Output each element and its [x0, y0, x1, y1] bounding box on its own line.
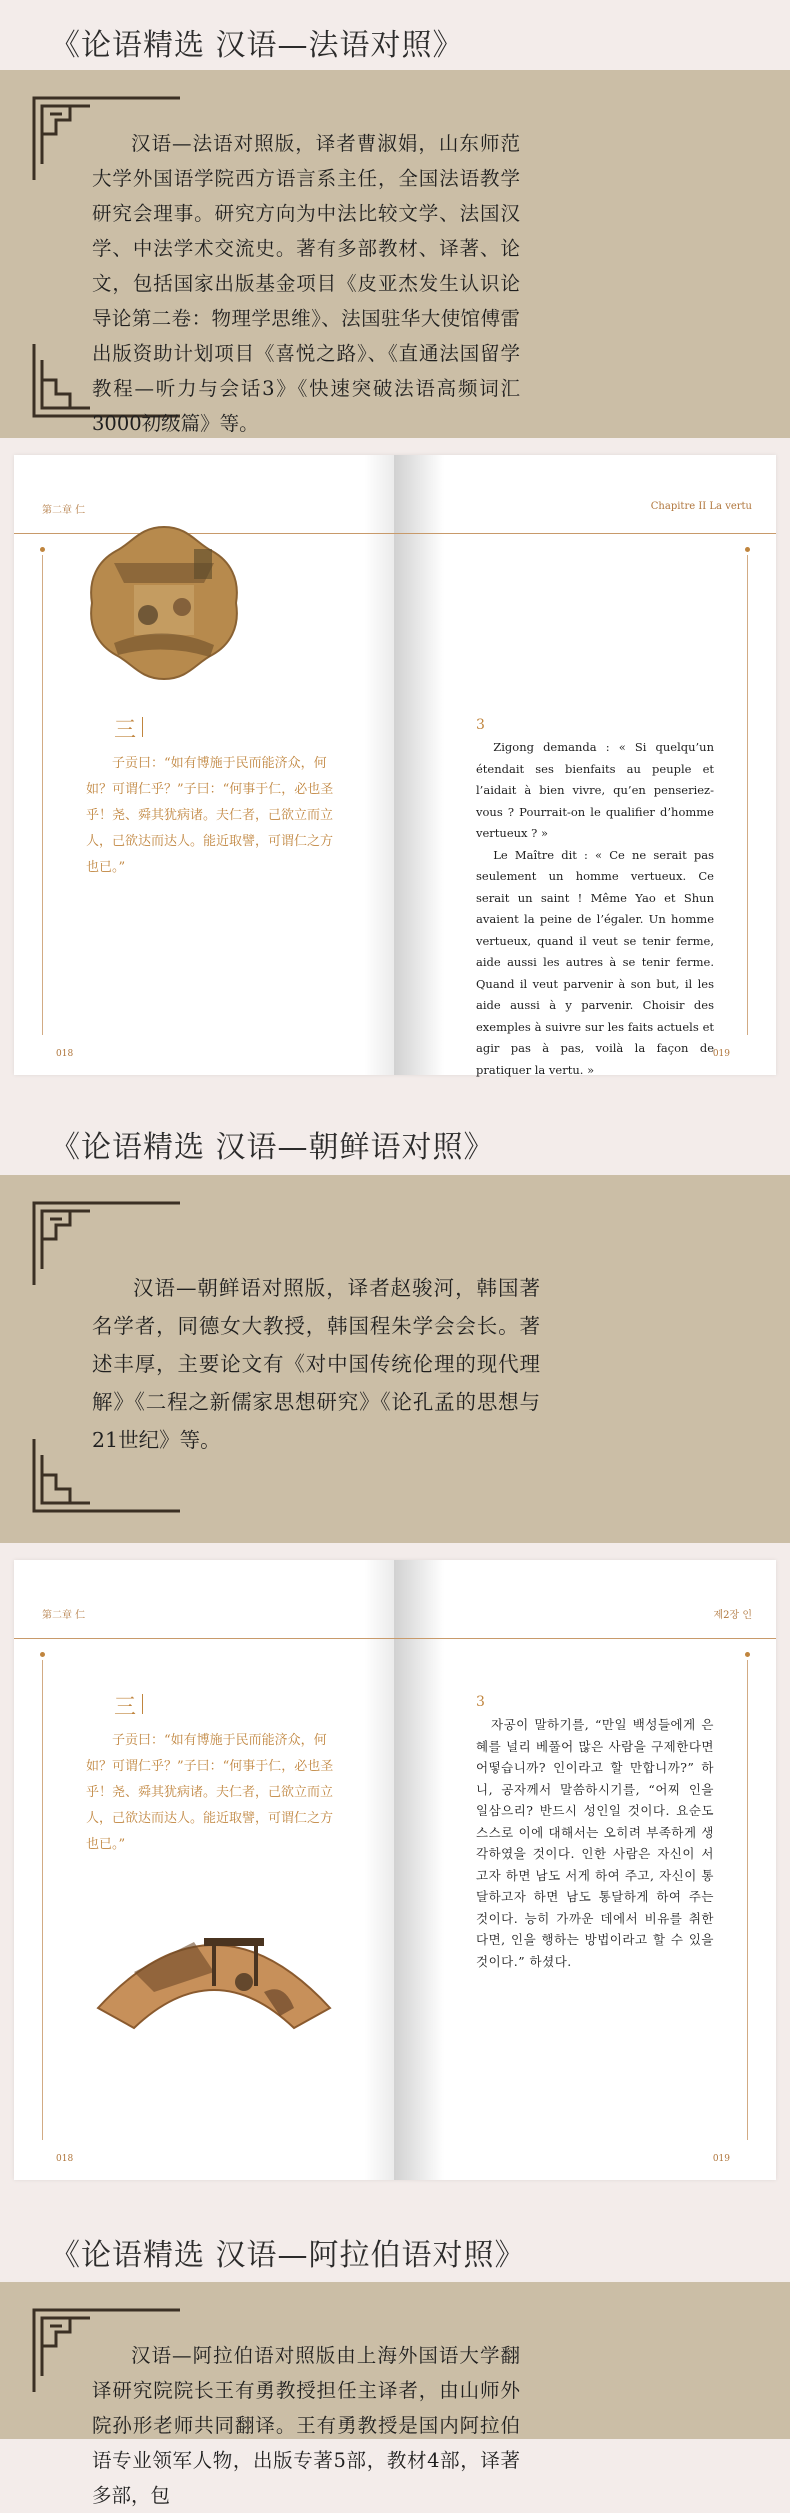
ornament-dot [745, 547, 750, 552]
translation-paragraph: Zigong demanda : « Si quelqu’un étendait ses bienfaits au peuple et l’aidait à bien vivre, qu’en penseriez-vous ? Pourrait-on le qualifier d’homme vertueux ? » [476, 740, 714, 840]
translator-description-french [92, 126, 520, 441]
ornament-dot [40, 1652, 45, 1657]
intro-band-french [0, 70, 790, 438]
chapter-number: 三 [114, 1695, 137, 1720]
translator-description-arabic [92, 2338, 520, 2513]
right-page-number: 019 [712, 2154, 730, 2164]
left-page [14, 455, 394, 1075]
chinese-passage [86, 1728, 338, 1858]
chinese-text: 子贡曰：“如有博施于民而能济众，何如？可谓仁乎？”子曰：“何事于仁，必也圣乎！尧、舜其犹病诸。夫仁者，己欲立而立人，己欲达而达人。能近取譬，可谓仁之方也已。” [86, 756, 334, 875]
ornament-dot [745, 1652, 750, 1657]
fan-painting-illustration [94, 1912, 334, 2032]
right-page [394, 455, 776, 1075]
description-paragraph: 汉语—朝鲜语对照版，译者赵骏河，韩国著名学者，同德女大教授，韩国程朱学会会长。著述丰厚，主要论文有《对中国传统伦理的现代理解》《二程之新儒家思想研究》《论孔孟的思想与21世纪》等。 [92, 1276, 540, 1452]
painting-illustration [84, 523, 244, 683]
korean-translation [476, 1714, 714, 1972]
margin-rule [42, 555, 43, 1035]
intro-band-arabic [0, 2282, 790, 2507]
translation-paragraph: 자공이 말하기를, “만일 백성들에게 은혜를 널리 베풀어 많은 사람을 구제한다면 어떻습니까? 인이라고 할 만합니까?” 하니, 공자께서 말씀하시기를, “어찌 인을 일삼으리? 반드시 성인일 것이다. 요순도 스스로 이에 대해서는 오히려 부족하게 생각하였을 것이다. 인한 사람은 자신이 서고자 하면 남도 서게 하여 주고, 자신이 통달하고자 하면 남도 통달하게 하여 주는 것이다. 능히 가까운 데에서 비유를 취한다면, 인을 행하는 방법이라고 할 수 있을 것이다.” 하셨다. [476, 1717, 714, 1969]
chapter-number: 三 [114, 718, 137, 743]
right-running-header: Chapitre II La vertu [650, 501, 752, 512]
header-rule [14, 1638, 394, 1639]
book-spread-french [14, 455, 776, 1075]
margin-rule [747, 1660, 748, 2140]
translation-paragraph: Le Maître dit : « Ce ne serait pas seulement un homme vertueux. Ce serait un saint ! Même Yao et Shun avaient la peine de l’égaler. Un homme vertueux, quand il veut se tenir ferme, aide aussi les autres à se tenir ferme. Quand il veut parvenir à son but, il les aide aussi à y parvenir. Choisir des exemples à suivre sur les faits actuels et agir pas à pas, voilà la façon de pratiquer la vertu. » [476, 847, 714, 1077]
section-title-french: 《论语精选 汉语—法语对照》 [50, 28, 464, 63]
header-rule [394, 1638, 776, 1639]
left-page-number: 018 [56, 2154, 74, 2164]
section-title-arabic: 《论语精选 汉语—阿拉伯语对照》 [50, 2238, 526, 2273]
book-spread-korean [14, 1560, 776, 2180]
left-page [14, 1560, 394, 2180]
margin-rule [747, 555, 748, 1035]
translation-number: 3 [476, 1694, 485, 1710]
left-running-header: 第二章 仁 [42, 505, 86, 516]
margin-rule [42, 1660, 43, 2140]
header-rule [394, 533, 776, 534]
description-paragraph: 汉语—法语对照版，译者曹淑娟，山东师范大学外国语学院西方语言系主任，全国法语教学研究会理事。研究方向为中法比较文学、法国汉学、中法学术交流史。著有多部教材、译著、论文，包括国家出版基金项目《皮亚杰发生认识论导论第二卷：物理学思维》、法国驻华大使馆傅雷出版资助计划项目《喜悦之路》、《直通法国留学教程—听力与会话3》《快速突破法语高频词汇3000初级篇》等。 [92, 132, 520, 435]
french-translation [476, 737, 714, 1081]
translator-description-korean [92, 1269, 540, 1459]
intro-band-korean [0, 1175, 790, 1543]
right-page-number: 019 [712, 1049, 730, 1059]
left-page-number: 018 [56, 1049, 74, 1059]
section-title-korean: 《论语精选 汉语—朝鲜语对照》 [50, 1130, 495, 1165]
translation-number: 3 [476, 717, 485, 733]
right-running-header: 제2장 인 [713, 1610, 752, 1621]
description-paragraph: 汉语—阿拉伯语对照版由上海外国语大学翻译研究院院长王有勇教授担任主译者，由山师外院孙形老师共同翻译。王有勇教授是国内阿拉伯语专业领军人物，出版专著5部，教材4部，译著多部，包 [92, 2344, 520, 2507]
chinese-passage [86, 751, 338, 881]
left-running-header: 第二章 仁 [42, 1610, 86, 1621]
right-page [394, 1560, 776, 2180]
chinese-text: 子贡曰：“如有博施于民而能济众，何如？可谓仁乎？”子曰：“何事于仁，必也圣乎！尧、舜其犹病诸。夫仁者，己欲立而立人，己欲达而达人。能近取譬，可谓仁之方也已。” [86, 1733, 334, 1852]
ornament-dot [40, 547, 45, 552]
